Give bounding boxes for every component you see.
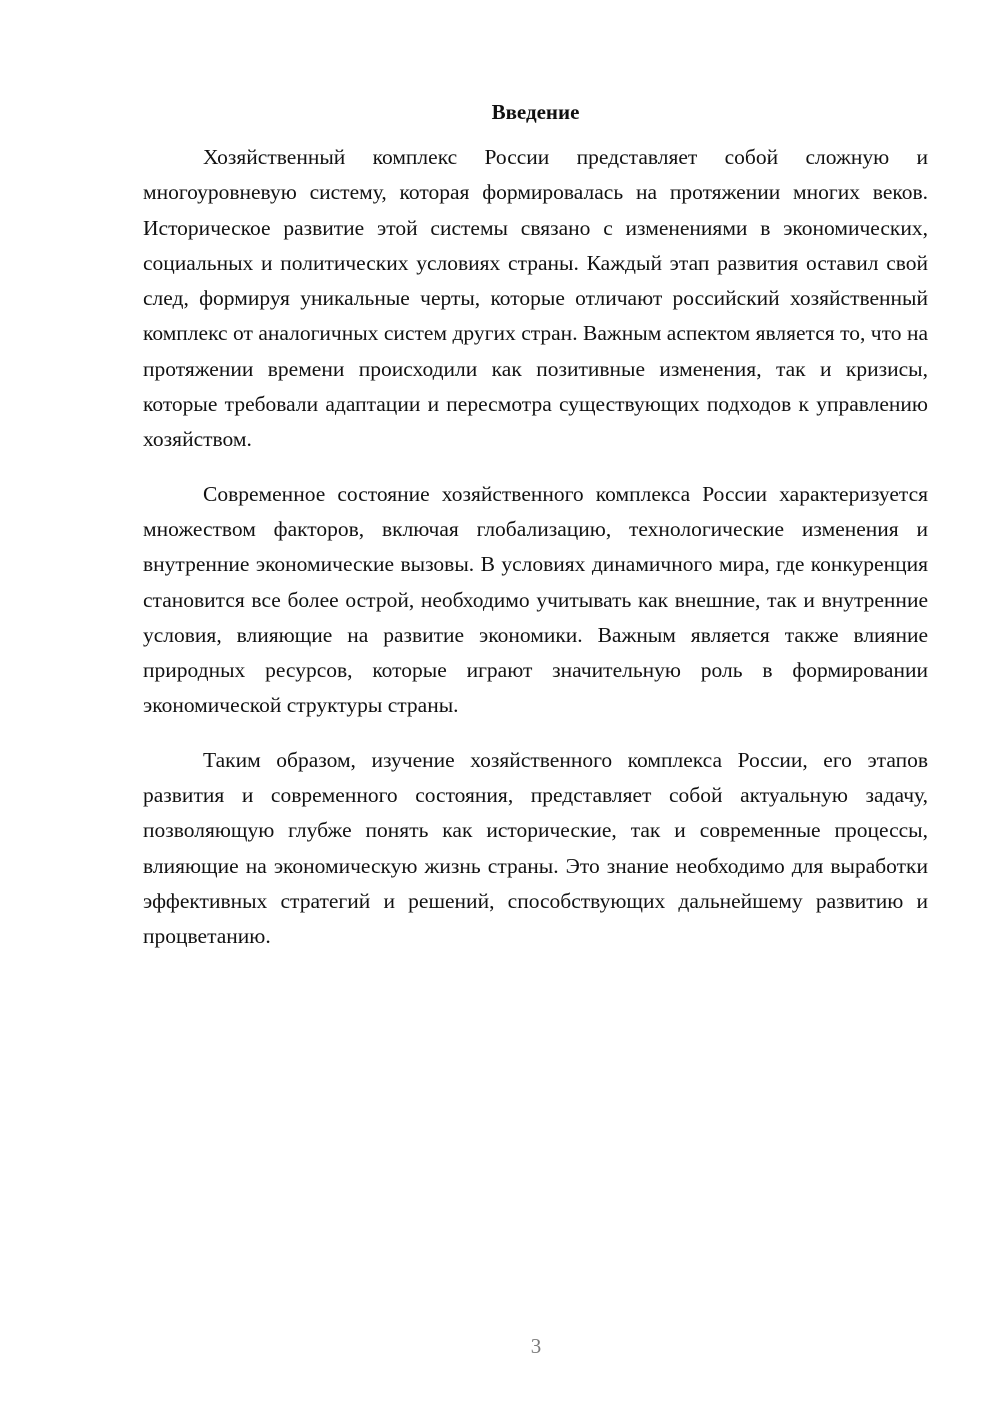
paragraph-1: Хозяйственный комплекс России представляет собой сложную и многоуровневую систему, которая формировалась на протяжении многих веков. Историческое развитие этой системы связано с изменениями в экономических, социальных и политических условиях страны. Каждый этап развития оставил свой след, формируя уникальные черты, которые отличают российский хозяйственный комплекс от аналогичных систем других стран. Важным аспектом является то, что на протяжении времени происходили как позитивные изменения, так и кризисы, которые требовали адаптации и пересмотра существующих подходов к управлению хозяйством. xyxy=(143,145,928,452)
section-title: Введение xyxy=(491,100,580,124)
page-number: 3 xyxy=(530,1334,542,1358)
paragraph-2: Современное состояние хозяйственного комплекса России характеризуется множеством факторов, включая глобализацию, технологические изменения и внутренние экономические вызовы. В условиях динамичного мира, где конкуренция становится все более острой, необходимо учитывать как внешние, так и внутренние условия, влияющие на развитие экономики. Важным является также влияние природных ресурсов, которые играют значительную роль в формировании экономической структуры страны. xyxy=(143,481,928,718)
paragraph-3: Таким образом, изучение хозяйственного комплекса России, его этапов развития и современного состояния, представляет собой актуальную задачу, позволяющую глубже понять как исторические, так и современные процессы, влияющие на экономическую жизнь страны. Это знание необходимо для выработки эффективных стратегий и решений, способствующих дальнейшему развитию и процветанию. xyxy=(143,747,928,949)
page-content xyxy=(143,96,928,955)
